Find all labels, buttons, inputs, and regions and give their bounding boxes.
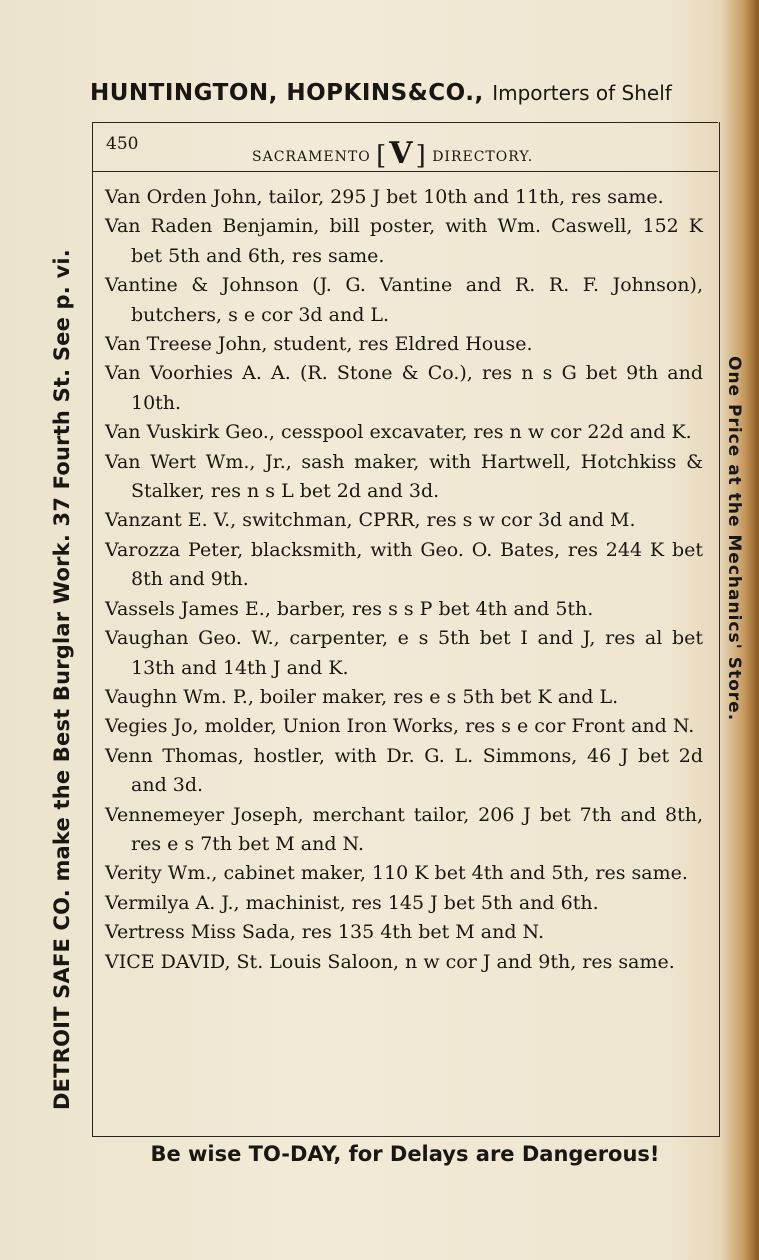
directory-entry: Vantine & Johnson (J. G. Vantine and R. R. F. Johnson), butchers, s e cor 3d and L. bbox=[105, 274, 703, 326]
directory-entry: Venn Thomas, hostler, with Dr. G. L. Simmons, 46 J bet 2d and 3d. bbox=[105, 744, 703, 797]
directory-entry: Van Vuskirk Geo., cesspool excavater, res n w cor 22d and K. bbox=[105, 421, 692, 444]
footer-slogan: Be wise TO-DAY, for Delays are Dangerous! bbox=[150, 1142, 660, 1166]
directory-entry: Vanzant E. V., switchman, CPRR, res s w cor 3d and M. bbox=[105, 509, 636, 532]
page-number: 450 bbox=[106, 134, 139, 154]
directory-entry: Van Orden John, tailor, 295 J bet 10th and 11th, res same. bbox=[105, 186, 664, 208]
right-ad-text: One Price at the Mechanics' Store. bbox=[724, 356, 744, 722]
directory-entry: Van Raden Benjamin, bill poster, with Wm. Caswell, 152 K bet 5th and 6th, res same. bbox=[105, 215, 703, 267]
bracket-left: [ bbox=[376, 141, 388, 171]
directory-entry: Van Wert Wm., Jr., sash maker, with Hartwell, Hotchkiss & Stalker, res n s L bet 2d and 3d. bbox=[105, 450, 703, 503]
top-advertisement-banner bbox=[90, 80, 730, 106]
directory-entry: Vermilya A. J., machinist, res 145 J bet 5th and 6th. bbox=[105, 891, 599, 914]
directory-entries bbox=[105, 183, 703, 977]
header-rule bbox=[92, 171, 718, 172]
directory-entry: Van Voorhies A. A. (R. Stone & Co.), res n s G bet 9th and 10th. bbox=[105, 362, 703, 414]
left-ad-text: DETROIT SAFE CO. make the Best Burglar Work. 37 Fourth St. See p. vi. bbox=[50, 249, 74, 1110]
directory-title bbox=[252, 134, 533, 169]
directory-entry: Vaughan Geo. W., carpenter, e s 5th bet I and J, res al bet 13th and 14th J and K. bbox=[105, 627, 703, 679]
running-header bbox=[92, 128, 718, 171]
bracket-right: ] bbox=[415, 141, 427, 171]
directory-entry: Vegies Jo, molder, Union Iron Works, res s e cor Front and N. bbox=[105, 715, 695, 738]
header-city: SACRAMENTO bbox=[252, 149, 371, 165]
directory-entry: Varozza Peter, blacksmith, with Geo. O. Bates, res 244 K bet 8th and 9th. bbox=[105, 538, 703, 591]
directory-entry: Vaughn Wm. P., boiler maker, res e s 5th bet K and L. bbox=[105, 685, 619, 708]
section-letter: V bbox=[389, 136, 414, 171]
header-directory: DIRECTORY. bbox=[432, 149, 534, 165]
directory-entry: VICE DAVID, St. Louis Saloon, n w cor J and 9th, res same. bbox=[105, 950, 675, 973]
directory-entry: Vassels James E., barber, res s s P bet 4th and 5th. bbox=[105, 597, 594, 620]
directory-entry: Vertress Miss Sada, res 135 4th bet M and N. bbox=[105, 921, 545, 944]
directory-entry: Vennemeyer Joseph, merchant tailor, 206 J bet 7th and 8th, res e s 7th bet M and N. bbox=[105, 803, 703, 855]
banner-company: HUNTINGTON, HOPKINS&CO., bbox=[90, 80, 484, 106]
directory-entry: Van Treese John, student, res Eldred House. bbox=[105, 333, 533, 356]
directory-entry: Verity Wm., cabinet maker, 110 K bet 4th and 5th, res same. bbox=[105, 862, 688, 885]
banner-tagline: Importers of Shelf bbox=[492, 81, 672, 105]
